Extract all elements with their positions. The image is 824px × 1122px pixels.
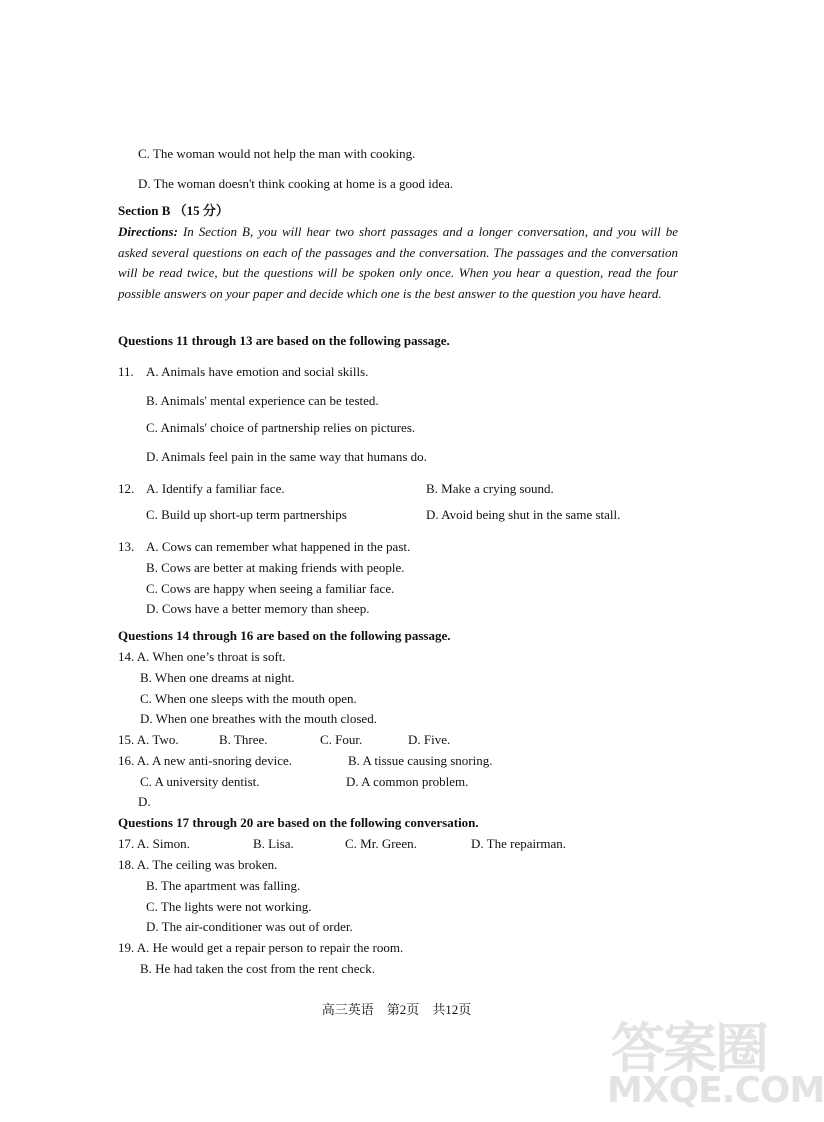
- q12-option-a: A. Identify a familiar face.: [146, 481, 285, 496]
- q12-number: 12.: [118, 481, 135, 496]
- q12-option-b: B. Make a crying sound.: [426, 481, 554, 496]
- q11-option-a: A. Animals have emotion and social skills.: [146, 364, 369, 379]
- watermark-site: MXQE.COM: [607, 1070, 824, 1111]
- section-b-title: Section B （15 分）: [118, 203, 229, 218]
- q19-option-b: B. He had taken the cost from the rent check.: [140, 961, 375, 976]
- option-10c: C. The woman would not help the man with cooking.: [138, 146, 416, 161]
- watermark-logo: [601, 998, 824, 1116]
- q16-option-a: 16. A. A new anti-snoring device.: [118, 753, 293, 768]
- q13-option-a: A. Cows can remember what happened in the past.: [146, 539, 411, 554]
- group1-header: Questions 11 through 13 are based on the following passage.: [118, 333, 450, 348]
- watermark-chars: 答案圈: [611, 1017, 767, 1080]
- q11-option-b: B. Animals' mental experience can be tested.: [146, 393, 379, 408]
- q17-option-d: D. The repairman.: [471, 836, 567, 851]
- q18-option-c: C. The lights were not working.: [146, 899, 312, 914]
- q12-option-c: C. Build up short-up term partnerships: [146, 507, 347, 522]
- q13-option-d: D. Cows have a better memory than sheep.: [146, 601, 370, 616]
- q11-option-c: C. Animals' choice of partnership relies on pictures.: [146, 420, 416, 435]
- q14-option-c: C. When one sleeps with the mouth open.: [140, 691, 357, 706]
- q16-option-d: D. A common problem.: [346, 774, 469, 789]
- q16-option-b: B. A tissue causing snoring.: [348, 753, 493, 768]
- q13-option-c: C. Cows are happy when seeing a familiar face.: [146, 581, 395, 596]
- group3-header: Questions 17 through 20 are based on the following conversation.: [118, 815, 479, 830]
- section-b-directions: [118, 222, 678, 304]
- q14-option-a: 14. A. When one’s throat is soft.: [118, 649, 286, 664]
- q15-option-c: C. Four.: [320, 732, 363, 747]
- q11-number: 11.: [118, 364, 134, 379]
- q17-option-a: 17. A. Simon.: [118, 836, 190, 851]
- q11-option-d: D. Animals feel pain in the same way that humans do.: [146, 449, 427, 464]
- q18-option-a: 18. A. The ceiling was broken.: [118, 857, 278, 872]
- group2-header: Questions 14 through 16 are based on the following passage.: [118, 628, 451, 643]
- q15-option-a: 15. A. Two.: [118, 732, 179, 747]
- q14-option-d: D. When one breathes with the mouth closed.: [140, 711, 377, 726]
- page-footer: 高三英语 第2页 共12页: [321, 1002, 472, 1017]
- q15-option-b: B. Three.: [219, 732, 268, 747]
- q15-option-d: D. Five.: [408, 732, 451, 747]
- directions-label: Directions:: [118, 224, 178, 239]
- q12-option-d: D. Avoid being shut in the same stall.: [426, 507, 621, 522]
- option-10d: D. The woman doesn't think cooking at home is a good idea.: [138, 176, 454, 191]
- q16-option-c: C. A university dentist.: [140, 774, 260, 789]
- q13-number: 13.: [118, 539, 135, 554]
- q18-option-d: D. The air-conditioner was out of order.: [146, 919, 353, 934]
- q17-option-b: B. Lisa.: [253, 836, 294, 851]
- q13-option-b: B. Cows are better at making friends with people.: [146, 560, 405, 575]
- q14-option-b: B. When one dreams at night.: [140, 670, 295, 685]
- directions-text: In Section B, you will hear two short passages and a longer conversation, and you will be asked several questions on each of the passages and the conversation. The passages and the conversation will be read twice, but the questions will be spoken only once. When you hear a question, read the four possible answers on your paper and decide which one is the best answer to the question you have heard.: [118, 224, 679, 301]
- q18-option-b: B. The apartment was falling.: [146, 878, 301, 893]
- q17-option-c: C. Mr. Green.: [345, 836, 417, 851]
- q16-stray-option: D.: [138, 794, 151, 809]
- q19-option-a: 19. A. He would get a repair person to repair the room.: [118, 940, 404, 955]
